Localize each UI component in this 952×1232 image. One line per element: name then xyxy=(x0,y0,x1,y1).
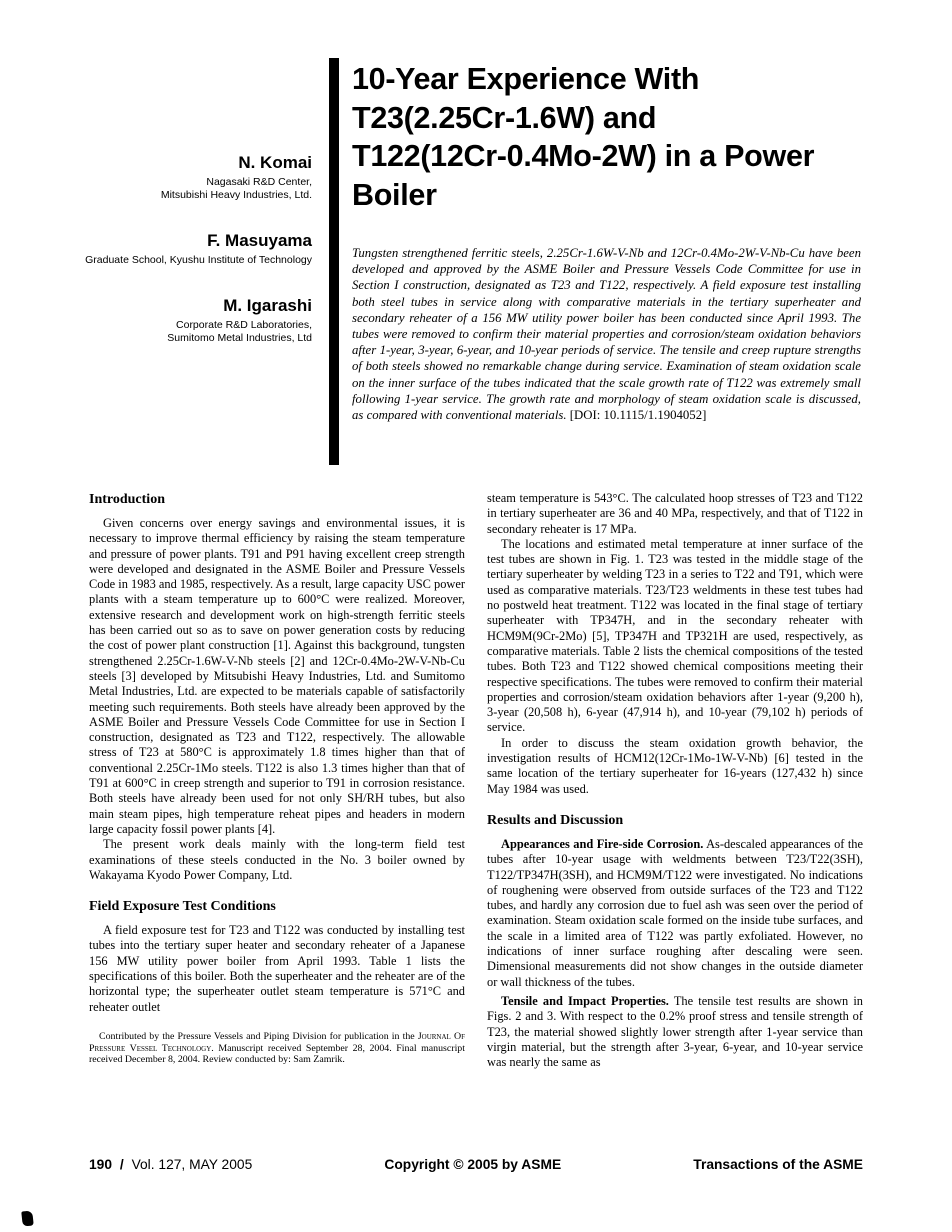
author-block xyxy=(48,153,312,202)
author-name: N. Komai xyxy=(238,153,312,172)
runin-heading-tensile: Tensile and Impact Properties. xyxy=(501,993,669,1008)
author-block xyxy=(48,296,312,345)
footer-journal: Transactions of the ASME xyxy=(693,1157,863,1172)
paragraph: In order to discuss the steam oxidation growth behavior, the investigation results of HCM12(12Cr-1Mo-1W-V-Nb) [6] tested in the same location of the tertiary superheater for 16-years (127,432 h) since May 1984 was used. xyxy=(487,735,863,796)
paragraph: A field exposure test for T23 and T122 was conducted by installing test tubes into the tertiary super heater and secondary reheater of a Japanese 156 MW utility power boiler from April 1993. Table 1 lists the specifications of this boiler. Both the superheater and the reheater are of the horizontal type; the superheater outlet steam temperature is 571°C and reheater outlet xyxy=(89,923,465,1014)
footer-page-info xyxy=(89,1157,252,1172)
paper-title-line: T23(2.25Cr-1.6W) and xyxy=(352,100,657,135)
footer-page-number: 190 xyxy=(89,1157,113,1172)
paper-title-line: T122(12Cr-0.4Mo-2W) in a Power xyxy=(352,139,815,173)
printer-mark xyxy=(21,1210,34,1226)
paper-title-line: Boiler xyxy=(352,177,437,212)
paragraph: Given concerns over energy savings and environmental issues, it is necessary to improve thermal efficiency by raising the steam temperature and pressure of power plants. T91 and P91 having excellent creep strength were developed and designated in the ASME Boiler and Pressure Vessels Code in 1983 and 1985, respectively. As a result, large capacity USC power plants with a steam temperature up to 600°C were realized. Moreover, extensive research and development work on high-strength ferritic steels has been carried out so as to save on power generation costs by reducing the cost of power plant construction [1]. Against this background, tungsten strengthened 2.25Cr-1.6W-V-Nb steels [2] and 12Cr-0.4Mo-2W-V-Nb-Cu steels [3] developed by Mitsubishi Heavy Industries, Ltd. and Sumitomo Metal Industries, Ltd. are expected to be materials capable of satisfactorily meeting such requirements. Both steels have already been approved by the ASME Boiler and Pressure Vessels Code Committee for use in Section I construction, designated as T23 and T122, respectively. The allowable stress of T23 at 580°C is approximately 1.8 times higher than that of conventional 2.25Cr-1Mo steels. T122 is also 1.3 times higher than that of T91 at 600°C in creep strength and superior to T91 in corrosion resistance. Both steels have already been used for not only SH/RH tubes, but also main steam pipes, high temperature reheat pipes and headers in modern large capacity fossil power plants [4]. xyxy=(89,516,465,836)
author-affiliation: Sumitomo Metal Industries, Ltd xyxy=(167,332,312,344)
author-affiliation: Graduate School, Kyushu Institute of Technology xyxy=(85,254,312,266)
runin-heading-appearances: Appearances and Fire-side Corrosion. xyxy=(501,836,704,851)
paragraph xyxy=(487,994,863,1070)
right-column xyxy=(487,491,863,1070)
author-affiliation: Nagasaki R&D Center, xyxy=(206,176,312,188)
footnote-text: . Manuscript received September 28, 2004. Final manuscript received December 8, 2004. Review conducted by: Sam Zamrik. xyxy=(89,1042,465,1066)
footnote xyxy=(89,1031,465,1066)
paragraph: The present work deals mainly with the long-term field test examinations of these steels conducted in the No. 3 boiler owned by Wakayama Kyodo Power Company, Ltd. xyxy=(89,837,465,882)
section-heading-results: Results and Discussion xyxy=(487,812,624,828)
paper-title xyxy=(352,60,867,214)
footnote-text: Contributed by the Pressure Vessels and Piping Division for publication in the xyxy=(99,1030,418,1042)
doi: [DOI: 10.1115/1.1904052] xyxy=(569,408,707,423)
footer-separator: / xyxy=(119,1157,124,1172)
author-name: F. Masuyama xyxy=(207,231,312,250)
title-accent-bar xyxy=(329,58,339,465)
paragraph-text: As-descaled appearances of the tubes after 10-year usage with weldments between T23/T22(3SH), T122/TP347H(3SH), and HCM9M/T122 were investigated. No indications of roughening were observed from outside surfaces of the T23 and T122 tubes, and hardly any corrosion due to fuel ash was seen over the period of examination. Steam oxidation scale formed on the inside tube surfaces, and the scale in a limited area of T122 was partly exfoliated. However, no indications of inner surface roughing after descaling were seen. Dimensional measurements did not show changes in the outside diameter or wall thickness of the tubes. xyxy=(487,836,863,989)
abstract-text: Tungsten strengthened ferritic steels, 2.25Cr-1.6W-V-Nb and 12Cr-0.4Mo-2W-V-Nb-Cu have been developed and approved by the ASME Boiler and Pressure Vessels Code Committee for use in Section I construction, designated as T23 and T122, respectively. A field exposure test installing both steel tubes in service along with comparative materials in the tertiary superheater and secondary reheater of a 156 MW utility power boiler has been conducted since April 1993. The tubes were removed to confirm their material properties and corrosion/steam oxidation behaviors after 1-year, 3-year, 6-year, and 10-year periods of service. The tensile and creep rupture strengths of both steels showed no remarkable change during service. Examination of steam oxidation scale on the inner surface of the tubes indicated that the scale growth rate of T122 was extremely small following 1-year service. The growth rate and morphology of steam oxidation scale is discussed, as compared with conventional materials. xyxy=(352,246,861,423)
footer-copyright: Copyright © 2005 by ASME xyxy=(384,1157,562,1172)
paragraph: steam temperature is 543°C. The calculated hoop stresses of T23 and T122 in tertiary superheater are 36 and 40 MPa, respectively, and that of T122 in secondary reheater is 17 MPa. xyxy=(487,491,863,536)
footer-volume: Vol. 127, MAY 2005 xyxy=(131,1157,253,1172)
paragraph xyxy=(487,837,863,990)
section-heading-field-exposure: Field Exposure Test Conditions xyxy=(89,899,276,915)
abstract xyxy=(352,245,861,423)
left-column xyxy=(89,491,465,1070)
author-affiliation: Corporate R&D Laboratories, xyxy=(176,319,312,331)
page-footer xyxy=(89,1157,863,1172)
paragraph: The locations and estimated metal temperature at inner surface of the test tubes are shown in Fig. 1. T23 was tested in the middle stage of the tertiary superheater by welding T23 in a series to T22 and T91, which were used as comparative materials. T23/T23 weldments in these test tubes had no postweld heat treatment. T122 was located in the final stage of tertiary superheater with TP347H, and in the secondary reheater with HCM9M(9Cr-2Mo) [5], TP347H and TP321H are used, respectively, as comparative materials. Table 2 lists the chemical compositions of the tested tubes. Both T23 and T122 showed chemical compositions meeting their respective specifications. The tubes were removed to confirm their material properties and corrosion/steam oxidation behaviors after 1-year (9,200 h), 3-year (20,508 h), 6-year (47,914 h), and 10-year (79,102 h) periods of service. xyxy=(487,536,863,735)
author-name: M. Igarashi xyxy=(223,296,312,315)
footnote-journal-name: Journal Of Pressure Vessel Technology xyxy=(89,1030,465,1054)
author-affiliation: Mitsubishi Heavy Industries, Ltd. xyxy=(160,189,312,201)
section-heading-introduction: Introduction xyxy=(89,492,165,507)
body-columns xyxy=(89,491,863,1070)
author-block xyxy=(48,231,312,267)
paper-title-line: 10-Year Experience With xyxy=(352,62,700,96)
authors-block xyxy=(48,153,312,374)
paragraph-text: The tensile test results are shown in Figs. 2 and 3. With respect to the 0.2% proof stress and tensile strength of T23, the material showed slightly lower strength after 1-year service than virgin material, but the strength after 3-year, 6-year, and 10-year service was nearly the same as xyxy=(487,993,863,1070)
